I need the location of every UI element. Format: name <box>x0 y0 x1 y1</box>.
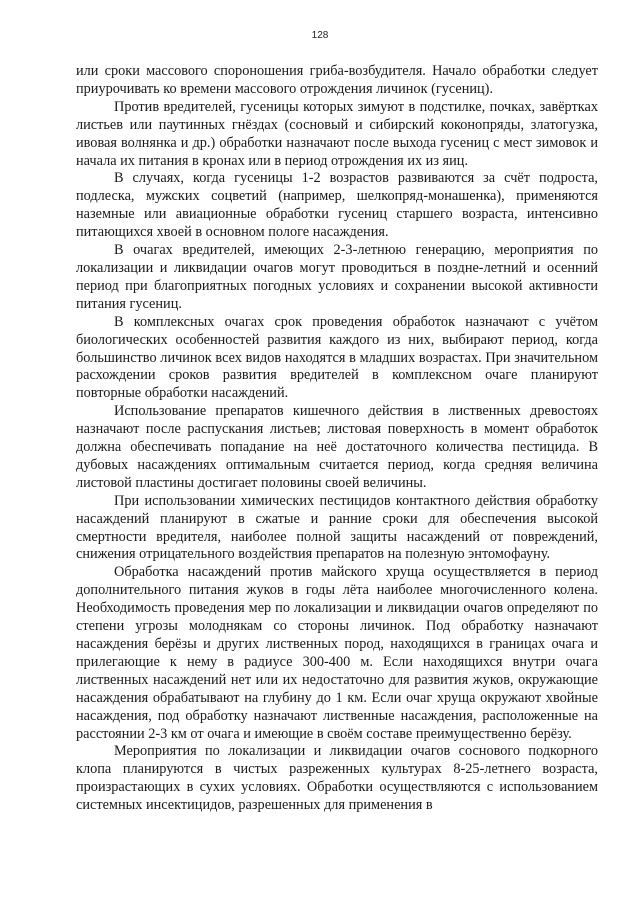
paragraph: В очагах вредителей, имеющих 2-3-летнюю генерацию, мероприятия по локализации и ликвидации очагов могут проводиться в поздне-летний и осенний период при благоприятных погодных условиях и сохранении высокой активности питания гусениц. <box>76 242 598 312</box>
paragraph: При использовании химических пестицидов контактного действия обработку насаждений планируют в сжатые и ранние сроки для обеспечения высокой смертности вредителя, наиболее полной защиты насаждений от повреждений, снижения отрицательного воздействия препаратов на полезную энтомофауну. <box>76 492 598 563</box>
page-number: 128 <box>311 30 329 41</box>
paragraph: В случаях, когда гусеницы 1-2 возрастов развиваются за счёт подроста, подлеска, мужских соцветий (например, шелкопряд-монашенка), применяются наземные или авиационные обработки гусениц старшего возраста, интенсивно питающихся хвоей в основном пологе насаждения. <box>76 170 598 241</box>
paragraph: Против вредителей, гусеницы которых зимуют в подстилке, почках, завёртках листьев или паутинных гнёздах (сосновый и сибирский коконопряды, златогузка, ивовая волнянка и др.) обработки назначают после выхода гусениц с мест зимовок и начала их питания в кронах или в период отрождения их из яиц. <box>76 98 598 169</box>
paragraph: Обработка насаждений против майского хруща осуществляется в период дополнительного питания жуков в годы лёта наиболее многочисленного колена. Необходимость проведения мер по локализации и ликвидации очагов определяют по степени угрозы молоднякам со стороны личинок. Под обработку назначают насаждения берёзы и других лиственных пород, находящихся в границах очага и прилегающие к нему в радиусе 300-400 м. Если находящихся внутри очага лиственных насаждений нет или их недостаточно для развития жуков, окружающие насаждения обрабатывают на глубину до 1 км. Если очаг хруща окружают хвойные насаждения, под обработку назначают лиственные насаждения, расположенные на расстоянии 2-3 км от очага и имеющие в своём составе преимущественно берёзу. <box>76 564 598 742</box>
paragraph-continuation: или сроки массового спороношения гриба-возбудителя. Начало обработки следует приурочивать ко времени массового отрождения личинок (гусениц). <box>76 63 598 97</box>
document-body <box>76 63 598 815</box>
paragraph: В комплексных очагах срок проведения обработок назначают с учётом биологических особенностей развития каждого из них, выбирают период, когда большинство личинок всех видов находятся в младших возрастах. При значительном расхождении сроков развития вредителей в комплексном очаге планируют повторные обработки насаждений. <box>76 313 598 402</box>
paragraph: Мероприятия по локализации и ликвидации очагов соснового подкорного клопа планируются в чистых разреженных культурах 8-25-летнего возраста, произрастающих в сухих условиях. Обработки осуществляются с использованием системных инсектицидов, разрешенных для применения в <box>76 743 598 814</box>
paragraph: Использование препаратов кишечного действия в лиственных древостоях назначают после распускания листьев; листовая поверхность в момент обработок должна обеспечивать попадание на неё достаточного количества пестицида. В дубовых насаждениях оптимальным считается период, когда средняя величина листовой пластины достигает половины своей величины. <box>76 403 598 491</box>
